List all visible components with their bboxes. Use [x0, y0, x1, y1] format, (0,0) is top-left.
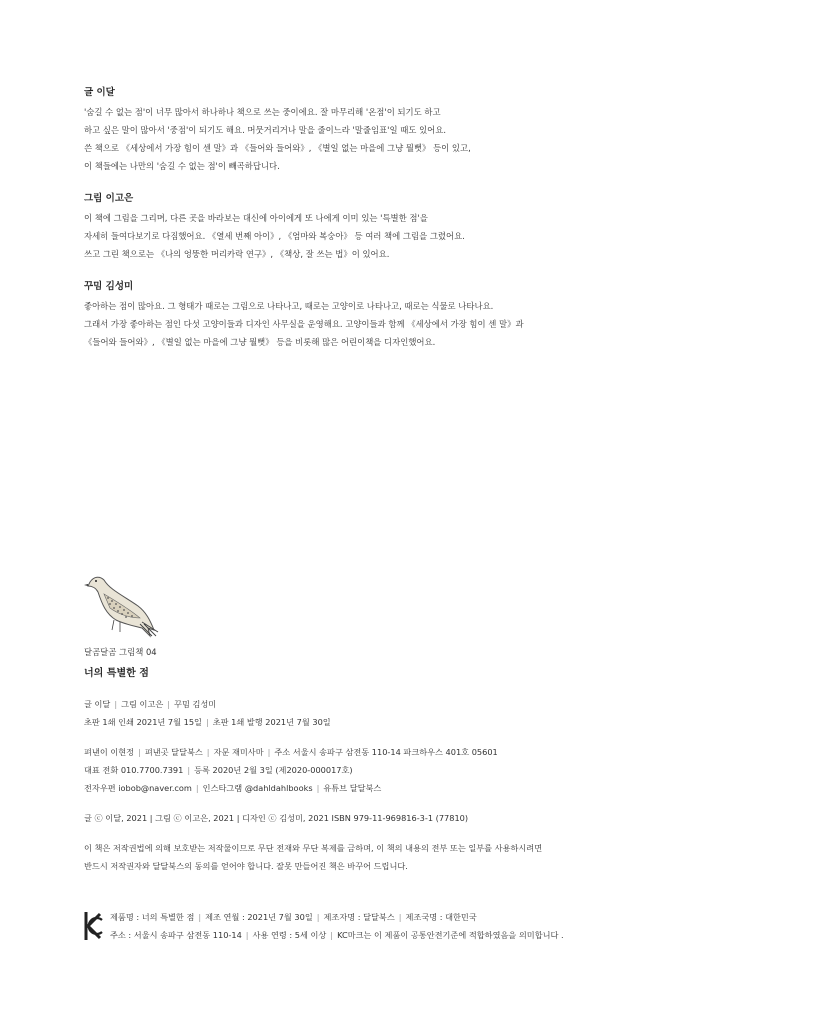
bio-line: 쓴 책으로 《세상에서 가장 힘이 센 말》과 《들어와 들어와》, 《별일 없는 마을에 그냥 뭘뻣》 등이 있고, [84, 143, 471, 153]
bio-designer [84, 278, 644, 351]
kc-product-line: 제품명 : 너의 특별한 점 | 제조 연월 : 2021년 7월 30일 | 제조자명 : 달달북스 | 제조국명 : 대한민국 [110, 912, 477, 922]
bio-heading: 글 이달 [84, 87, 115, 98]
bio-heading: 꾸밈 김성미 [84, 281, 134, 292]
kc-certification [84, 908, 684, 944]
colophon [84, 646, 684, 875]
bio-line: 하고 싶은 말이 많아서 '중점'이 되기도 해요. 머뭇거리거나 말을 줄이느라 '말줄임표'일 때도 있어요. [84, 125, 446, 135]
kc-address-line: 주소 : 서울시 송파구 삼전동 110-14 | 사용 연령 : 5세 이상 | KC마크는 이 제품이 공통안전기준에 적합하였음을 의미합니다 . [110, 930, 564, 940]
copyright-line: 글 ⓒ 이달, 2021 | 그림 ⓒ 이고은, 2021 | 디자인 ⓒ 김성미, 2021 ISBN 979-11-969816-3-1 (77810) [84, 813, 469, 823]
phone-line: 대표 전화 010.7700.7391 | 등록 2020년 2월 3일 (제2020-000017호) [84, 765, 353, 775]
publisher-line: 펴낸이 이현정 | 펴낸곳 달달북스 | 자문 재미사마 | 주소 서울시 송파구 삼전동 110-14 파크하우스 401호 05601 [84, 747, 498, 757]
bio-line: 그래서 가장 좋아하는 점인 다섯 고양이들과 디자인 사무실을 운영해요. 고양이들과 함께 《세상에서 가장 힘이 센 말》과 [84, 319, 524, 329]
bio-line: 《들어와 들어와》, 《별일 없는 마을에 그냥 뭘뻣》 등을 비롯해 많은 어린이책을 디자인했어요. [84, 337, 436, 347]
bio-heading: 그림 이고은 [84, 193, 134, 204]
bio-line: 자세히 들여다보기로 다짐했어요. 《열세 번째 아이》, 《엄마와 복숭아》 등 여러 책에 그림을 그렸어요. [84, 231, 465, 241]
bio-illustrator [84, 190, 644, 263]
series-name: 달곰달곰 그림책 04 [84, 647, 157, 657]
bio-line: '숨길 수 없는 점'이 너무 많아서 하나하나 책으로 쓰는 중이에요. 잘 마무리해 '온점'이 되기도 하고 [84, 107, 441, 117]
book-title: 너의 특별한 점 [84, 668, 149, 679]
kc-mark-icon [84, 910, 104, 942]
bio-line: 이 책에 그림을 그리며, 다른 곳을 바라보는 대신에 아이에게 또 나에게 이미 있는 '특별한 점'을 [84, 213, 428, 223]
bio-line: 좋아하는 점이 많아요. 그 형태가 때로는 그림으로 나타나고, 때로는 고양이로 나타나고, 때로는 식물로 나타나요. [84, 301, 494, 311]
credits-line: 글 이달 | 그림 이고은 | 꾸밈 김성미 [84, 699, 217, 709]
contact-line: 전자우편 iobob@naver.com | 인스타그램 @dahldahlbooks | 유튜브 달달북스 [84, 783, 382, 793]
bird-illustration [84, 568, 160, 638]
notice-line: 반드시 저작권자와 달달북스의 동의를 얻어야 합니다. 잘못 만들어진 책은 바꾸어 드립니다. [84, 861, 408, 871]
bio-writer [84, 84, 644, 175]
notice-line: 이 책은 저작권법에 의해 보호받는 저작물이므로 무단 전재와 무단 복제를 금하며, 이 책의 내용의 전부 또는 일부를 사용하시려면 [84, 843, 543, 853]
printing-line: 초판 1쇄 인쇄 2021년 7월 15일 | 초판 1쇄 발행 2021년 7월 30일 [84, 717, 331, 727]
bio-line: 이 책들에는 나만의 '숨길 수 없는 점'이 빼곡하답니다. [84, 161, 280, 171]
bio-line: 쓰고 그린 책으로는 《나의 엉뚱한 머리카락 연구》, 《책상, 잘 쓰는 법》이 있어요. [84, 249, 390, 259]
